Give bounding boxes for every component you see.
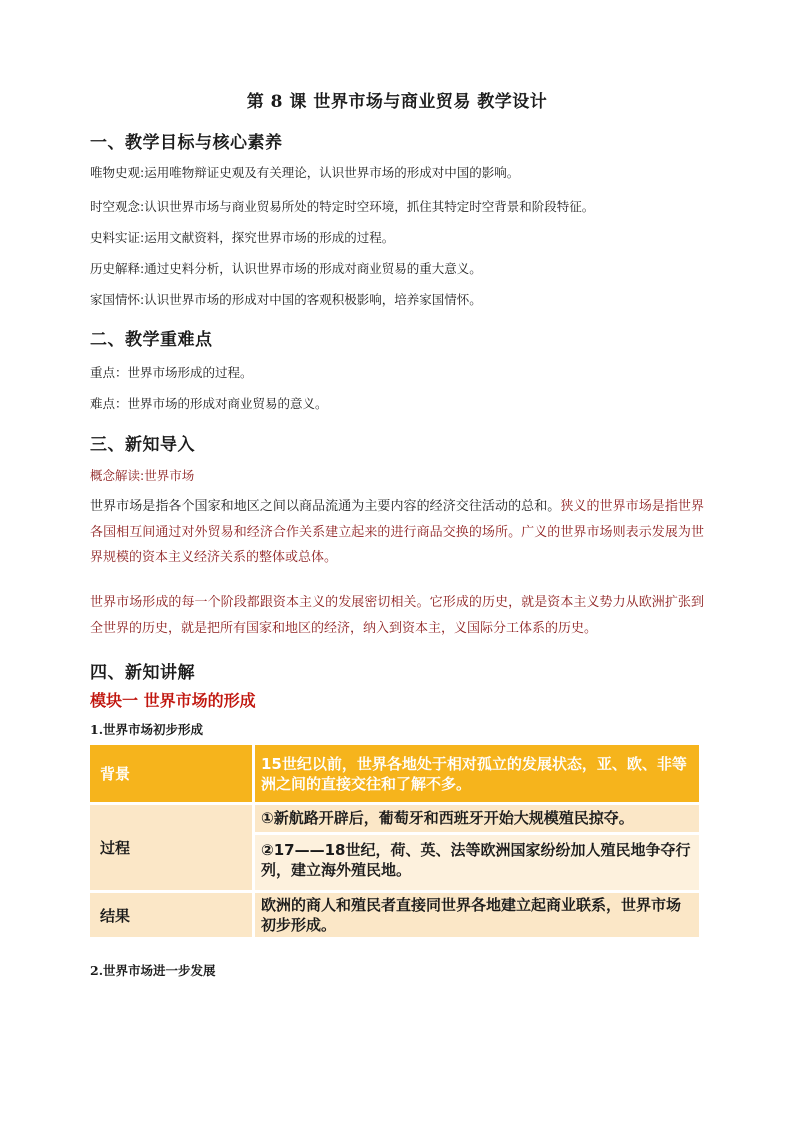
table-row-content: ②17——18世纪，荷、英、法等欧洲国家纷纷加人殖民地争夺行列，建立海外殖民地。 — [255, 835, 699, 890]
table-row-content: ①新航路开辟后，葡萄牙和西班牙开始大规模殖民掠夺。 — [255, 805, 699, 832]
section-heading-explanation: 四、新知讲解 — [90, 663, 195, 683]
subsection-title: 1.世界市场初步形成 — [90, 722, 204, 737]
concept-label: 概念解读:世界市场 — [90, 468, 195, 483]
table-row-label: 结果 — [90, 893, 252, 937]
objective-line: 家国情怀:认识世界市场的形成对中国的客观积极影响，培养家国情怀。 — [90, 292, 482, 307]
subsection-title: 2.世界市场进一步发展 — [90, 963, 216, 978]
table-row-content: 15世纪以前，世界各地处于相对孤立的发展状态，亚、欧、非等洲之间的直接交往和了解不多。 — [255, 745, 699, 802]
key-point-line: 重点：世界市场形成的过程。 — [90, 365, 253, 380]
definition-general: 世界市场是指各个国家和地区之间以商品流通为主要内容的经济交往活动的总和。 — [90, 499, 561, 514]
objective-line: 时空观念:认识世界市场与商业贸易所处的特定时空环境，抓住其特定时空背景和阶段特征。 — [90, 199, 595, 214]
table-row-label: 过程 — [90, 805, 252, 890]
definition-broad-lead: 广义的世界市场则表示发展为世界规模的资本主义经济关系的整体或总体。 — [90, 524, 704, 565]
section-heading-objectives: 一、教学目标与核心素养 — [90, 133, 283, 153]
document-title: 第 8 课 世界市场与商业贸易 教学设计 — [246, 92, 548, 112]
objective-line: 唯物史观:运用唯物辩证史观及有关理论，认识世界市场的形成对中国的影响。 — [90, 165, 520, 180]
table-row-content: 欧洲的商人和殖民者直接同世界各地建立起商业联系，世界市场初步形成。 — [255, 893, 699, 937]
module-title: 模块一 世界市场的形成 — [90, 691, 256, 710]
section-heading-introduction: 三、新知导入 — [90, 435, 195, 455]
formation-table — [90, 745, 699, 937]
definition-narrow: 狭义的世界市场是指世界各国相互间通过对外贸易和经济合作关系建立起来的进行商品交换的场所。 — [90, 499, 704, 540]
section-heading-key-points: 二、教学重难点 — [90, 330, 213, 350]
capitalism-paragraph: 世界市场形成的每一个阶段都跟资本主义的发展密切相关。它形成的历史，就是资本主义势力从欧洲扩张到全世界的历史，就是把所有国家和地区的经济，纳入到资本主，义国际分工体系的历史。 — [90, 595, 704, 636]
table-row-label: 背景 — [90, 745, 252, 802]
objective-line: 史料实证:运用文献资料，探究世界市场的形成的过程。 — [90, 230, 395, 245]
difficulty-line: 难点：世界市场的形成对商业贸易的意义。 — [90, 396, 328, 411]
objective-line: 历史解释:通过史料分析，认识世界市场的形成对商业贸易的重大意义。 — [90, 261, 482, 276]
concept-paragraph — [90, 494, 704, 571]
